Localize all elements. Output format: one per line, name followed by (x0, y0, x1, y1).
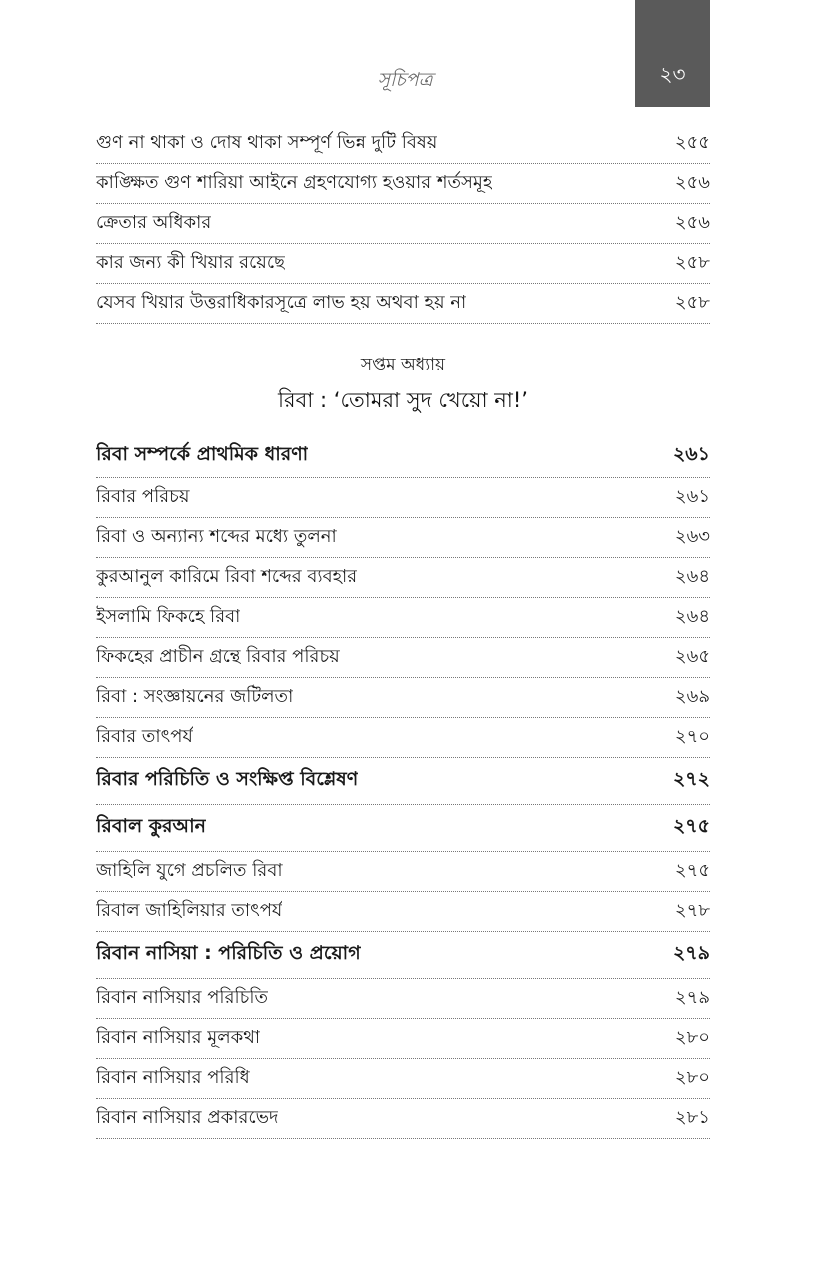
toc-entry-page: ২৫৬ (674, 212, 710, 233)
toc-entry-page: ২৭৫ (674, 860, 710, 881)
toc-entry-page: ২৫৮ (674, 292, 710, 313)
toc-entry-title: গুণ না থাকা ও দোষ থাকা সম্পূর্ণ ভিন্ন দুটি বিষয় (96, 132, 438, 153)
toc-entry-row (96, 892, 710, 932)
toc-entry-title: রিবা সম্পর্কে প্রাথমিক ধারণা (96, 442, 309, 465)
toc-entry-page: ২৬৪ (674, 566, 710, 587)
toc-entry-row (96, 598, 710, 638)
toc-entry-row (96, 244, 710, 284)
toc-entry-page: ২৬৯ (674, 686, 710, 707)
toc-entry-title: রিবান নাসিয়া : পরিচিতি ও প্রয়োগ (96, 942, 361, 964)
toc-entry-row (96, 678, 710, 718)
toc-entry-page: ২৫৫ (674, 132, 710, 153)
toc-entry-title: কার জন্য কী খিয়ার রয়েছে (96, 252, 285, 273)
toc-section-previous-chapter (96, 124, 710, 324)
toc-entry-page: ২৮০ (674, 1027, 710, 1048)
toc-entry-title: ফিকহের প্রাচীন গ্রন্থে রিবার পরিচয় (96, 646, 340, 667)
toc-entry-title: কাঙ্ক্ষিত গুণ শারিয়া আইনে গ্রহণযোগ্য হওয়ার শর্তসমূহ (96, 172, 493, 193)
toc-entry-page: ২৬৪ (674, 606, 710, 627)
toc-entry-page: ২৮০ (674, 1067, 710, 1088)
toc-entry-page: ২৬৩ (674, 526, 710, 547)
toc-entry-title: জাহিলি যুগে প্রচলিত রিবা (96, 860, 283, 881)
toc-heading-row (96, 805, 710, 852)
toc-entry-title: রিবাল কুরআন (96, 815, 206, 837)
toc-entry-title: যেসব খিয়ার উত্তরাধিকারসূত্রে লাভ হয় অথবা হয় না (96, 292, 467, 313)
toc-entry-title: কুরআনুল কারিমে রিবা শব্দের ব্যবহার (96, 566, 358, 587)
toc-entry-title: রিবা : সংজ্ঞায়নের জটিলতা (96, 686, 294, 707)
toc-entry-row (96, 979, 710, 1019)
toc-entry-row (96, 852, 710, 892)
toc-entry-row (96, 164, 710, 204)
toc-heading-row (96, 758, 710, 805)
chapter-title: রিবা : ‘তোমরা সুদ খেয়ো না!’ (278, 388, 528, 412)
chapter-label: সপ্তম অধ্যায় (360, 355, 446, 375)
toc-entry-row (96, 124, 710, 164)
toc-entry-row (96, 284, 710, 324)
toc-entry-title: রিবা ও অন্যান্য শব্দের মধ্যে তুলনা (96, 526, 337, 547)
toc-entry-row (96, 1059, 710, 1099)
toc-entry-page: ২৭৯ (674, 987, 710, 1008)
toc-entry-page: ২৬১ (672, 442, 710, 465)
toc-entry-page: ২৫৮ (674, 252, 710, 273)
toc-entry-page: ২৭৮ (674, 900, 710, 921)
toc-entry-row (96, 1019, 710, 1059)
toc-entry-title: রিবান নাসিয়ার পরিধি (96, 1067, 250, 1088)
toc-entry-page: ২৭৯ (672, 942, 710, 964)
toc-entry-row (96, 518, 710, 558)
toc-entry-title: ক্রেতার অধিকার (96, 212, 212, 233)
page-number-tab (635, 0, 710, 107)
toc-entry-title: রিবার তাৎপর্য (96, 726, 193, 747)
toc-entry-title: রিবার পরিচয় (96, 486, 190, 507)
toc-entry-page: ২৭০ (674, 726, 710, 747)
toc-entry-page: ২৫৬ (674, 172, 710, 193)
toc-entry-row (96, 478, 710, 518)
toc-entry-page: ২৭২ (672, 768, 710, 790)
toc-heading-row (96, 932, 710, 979)
toc-section-chapter-seven (96, 434, 710, 1139)
table-of-contents (96, 124, 710, 1139)
running-title: সূচিপত্র (377, 69, 433, 91)
toc-entry-title: রিবান নাসিয়ার প্রকারভেদ (96, 1107, 279, 1128)
toc-entry-row (96, 204, 710, 244)
page-number: ২৩ (659, 62, 686, 86)
toc-entry-page: ২৬৫ (674, 646, 710, 667)
toc-entry-title: রিবাল জাহিলিয়ার তাৎপর্য (96, 900, 283, 921)
chapter-heading (96, 352, 710, 418)
toc-entry-page: ২৭৫ (672, 815, 710, 837)
toc-entry-page: ২৬১ (674, 486, 710, 507)
toc-entry-page: ২৮১ (674, 1107, 710, 1128)
toc-entry-row (96, 1099, 710, 1139)
toc-heading-row (96, 434, 710, 478)
toc-entry-row (96, 718, 710, 758)
toc-entry-row (96, 558, 710, 598)
toc-entry-title: রিবার পরিচিতি ও সংক্ষিপ্ত বিশ্লেষণ (96, 768, 359, 790)
toc-entry-title: রিবান নাসিয়ার মূলকথা (96, 1027, 261, 1048)
toc-entry-row (96, 638, 710, 678)
toc-entry-title: ইসলামি ফিকহে রিবা (96, 606, 241, 627)
toc-entry-title: রিবান নাসিয়ার পরিচিতি (96, 987, 268, 1008)
